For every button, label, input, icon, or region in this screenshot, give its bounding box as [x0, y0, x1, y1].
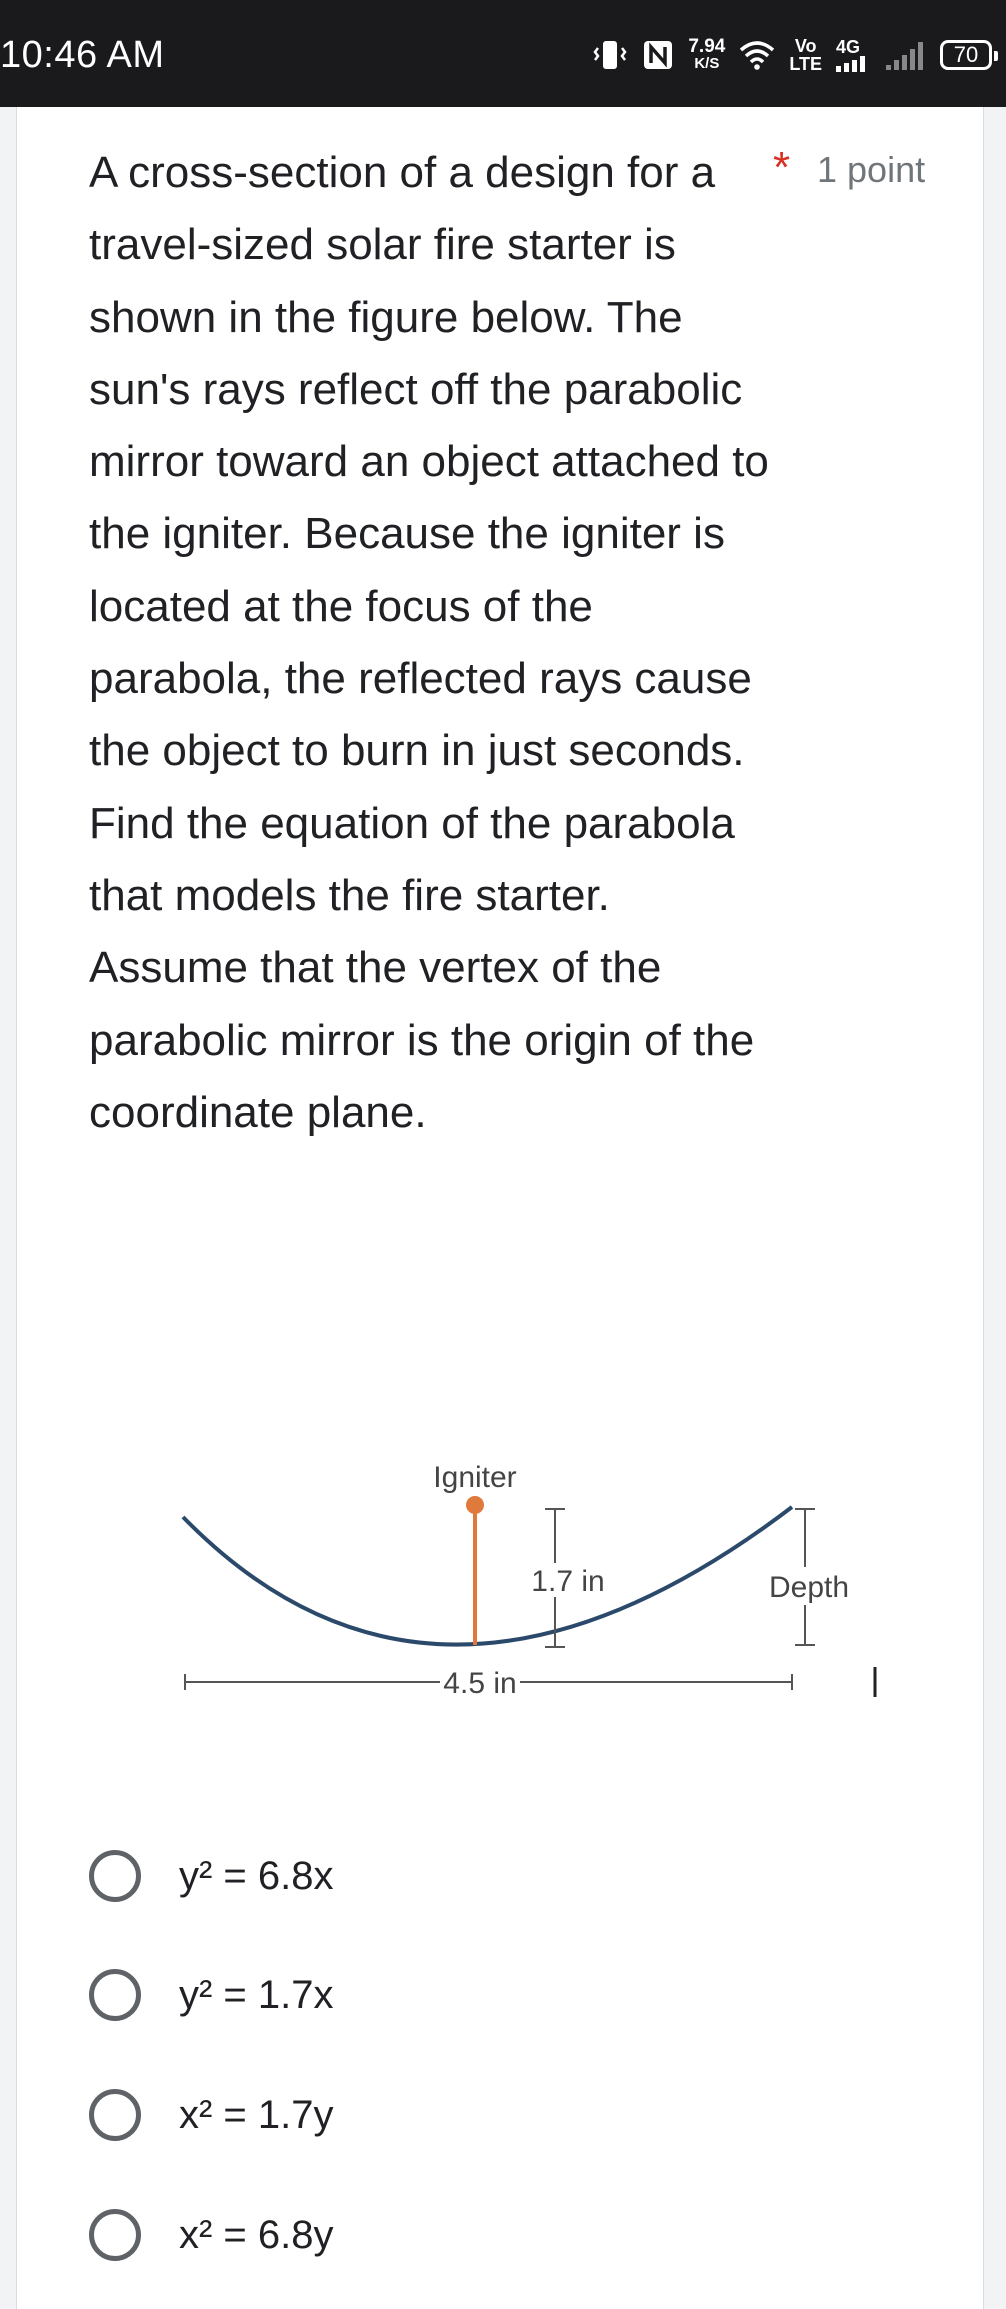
network-type: 4G: [836, 37, 861, 57]
option-1[interactable]: [89, 1844, 334, 1908]
volte-bottom: LTE: [789, 54, 822, 74]
width-label: 4.5 in: [443, 1667, 517, 1697]
igniter-label: Igniter: [433, 1461, 517, 1494]
status-bar: [0, 0, 1006, 107]
radio-button[interactable]: [89, 1969, 141, 2021]
parabola-figure: [147, 1397, 907, 1697]
parabolic-mirror: [183, 1507, 792, 1645]
option-label: x² = 1.7y: [179, 2092, 334, 2137]
net-speed-unit: K/S: [694, 55, 720, 72]
focus-distance-label: 1.7 in: [531, 1565, 605, 1598]
net-speed: [688, 38, 725, 72]
option-3[interactable]: [89, 2083, 334, 2147]
vibrate-icon: [592, 38, 628, 72]
battery-icon: 70: [940, 40, 992, 70]
net-speed-value: 7.94: [688, 36, 726, 57]
depth-label: Depth: [768, 1571, 850, 1604]
option-label: y² = 1.7x: [179, 1972, 334, 2017]
igniter-dot: [466, 1496, 484, 1514]
radio-button[interactable]: [89, 2089, 141, 2141]
question-points: 1 point: [817, 149, 926, 190]
volte-top: Vo: [794, 36, 817, 56]
volte-indicator: [789, 37, 822, 73]
wifi-icon: [739, 40, 775, 70]
option-label: x² = 6.8y: [179, 2212, 334, 2257]
nfc-icon: [642, 39, 674, 71]
status-icons: [578, 30, 992, 80]
option-4[interactable]: [89, 2203, 334, 2267]
option-2[interactable]: [89, 1963, 334, 2027]
question-card: [16, 107, 984, 2309]
required-asterisk: *: [773, 143, 791, 192]
status-time: 10:46 AM: [0, 34, 165, 76]
signal-4g: [836, 38, 872, 72]
question-text: A cross-section of a design for a travel-sized solar fire starter is shown in the figure below. The sun's rays reflect off the parabolic mirror toward an object attached to the igniter. Because the igniter is located at the focus of the parabola, the reflected rays cause the object to burn in just seconds. Find the equation of the parabola that models the fire starter. Assume that the vertex of the parabolic mirror is the origin of the coordinate plane.: [89, 148, 769, 1137]
signal-bars-icon: [836, 56, 872, 72]
radio-button[interactable]: [89, 2209, 141, 2261]
option-label: y² = 6.8x: [179, 1853, 334, 1898]
signal-bars-weak-icon: [886, 39, 926, 71]
radio-button[interactable]: [89, 1850, 141, 1902]
question-header: [89, 137, 949, 1149]
